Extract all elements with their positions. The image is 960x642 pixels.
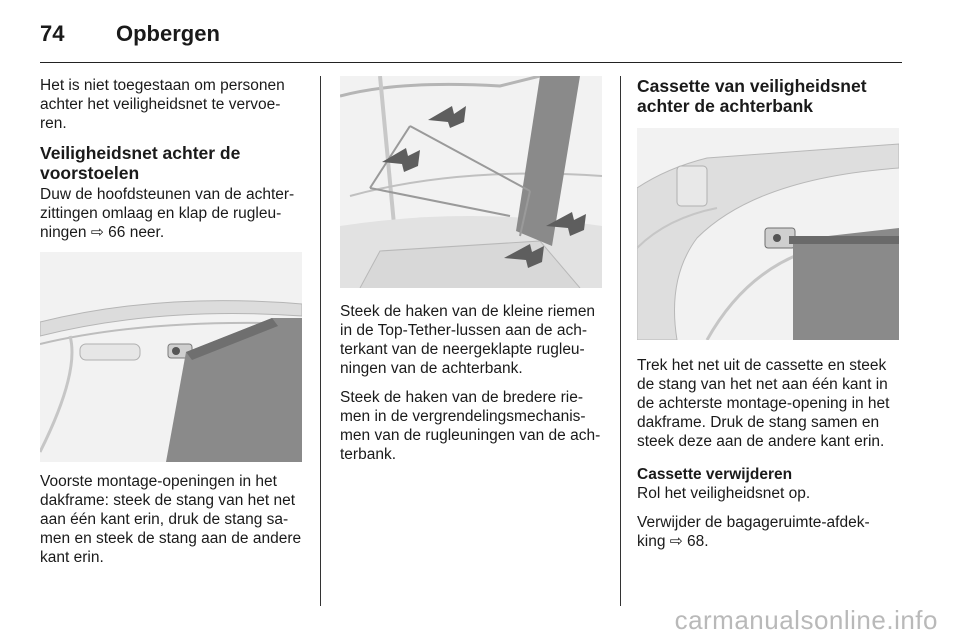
section-heading-front: Veiligheidsnet achter de voorstoelen — [40, 143, 241, 183]
safety-net-panel — [793, 228, 899, 340]
subheading-remove-cassette: Cassette verwijderen — [637, 466, 793, 483]
column-1 — [40, 76, 308, 577]
watermark: carmanualsonline.info — [674, 605, 938, 635]
column-3 — [637, 76, 905, 561]
header-divider — [40, 62, 902, 63]
rear-seat-straps-figure — [340, 76, 602, 288]
roof-frame-figure — [40, 252, 302, 462]
page-title: Opbergen — [116, 21, 220, 46]
remove-step-2: Verwijder de bagageruimte-afdek- king ⇨ 68. — [637, 514, 870, 550]
column-2 — [340, 76, 610, 474]
cassette-figure — [637, 128, 899, 340]
strap-instructions-1: Steek de haken van de kleine riemen in de Top-Tether-lussen aan de ach- terkant van de neergeklapte rugleu- ningen van de achterbank. — [340, 303, 596, 377]
cassette-instructions: Trek het net uit de cassette en steek de stang van het net aan één kant in de achterste montage-opening in het dakframe. Druk de stang samen en steek deze aan de andere kant erin. — [637, 357, 890, 450]
page-number: 74 — [40, 21, 65, 46]
page-header — [40, 18, 220, 50]
intro-paragraph: Het is niet toegestaan om personen achter het veiligheidsnet te vervoe- ren. — [40, 77, 285, 132]
strap-instructions-2: Steek de haken van de bredere rie- men in de vergrendelingsmechanis- men van de rugleuningen van de ach- terbank. — [340, 389, 601, 463]
column-divider-1 — [320, 76, 321, 606]
figure-caption-front: Voorste montage-openingen in het dakframe: steek de stang van het net aan één kant erin, druk de stang sa- men en steek de stang aan de andere kant erin. — [40, 473, 302, 566]
column-divider-2 — [620, 76, 621, 606]
section-heading-cassette: Cassette van veiligheidsnet achter de achterbank — [637, 76, 867, 116]
remove-step-1: Rol het veiligheidsnet op. — [637, 485, 811, 502]
front-instructions: Duw de hoofdsteunen van de achter- zittingen omlaag en klap de rugleu- ningen ⇨ 66 neer. — [40, 186, 295, 241]
